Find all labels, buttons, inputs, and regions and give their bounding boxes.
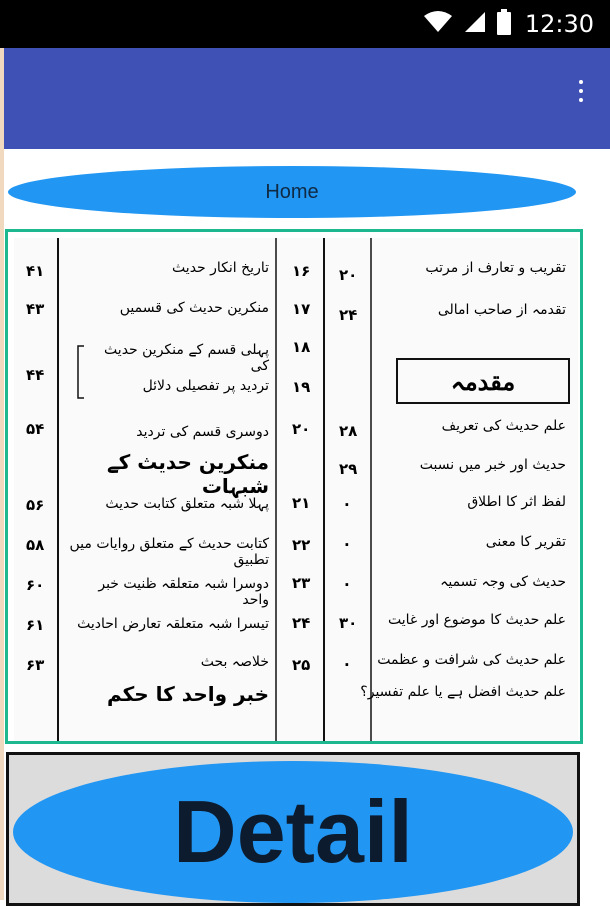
toc-mid-number: ۲۵ — [292, 656, 311, 674]
detail-button-frame — [6, 752, 580, 906]
toc-right-page: ۳۰ — [339, 614, 358, 632]
toc-left-page: ۴۴ — [26, 366, 45, 384]
more-vert-icon[interactable] — [578, 80, 584, 102]
toc-left-page: ۶۳ — [26, 656, 45, 674]
toc-right-page: ۲۹ — [339, 460, 358, 478]
toc-left-title: دوسرا شبہ متعلقہ ظنیت خبر واحد — [98, 576, 269, 608]
toc-left-title: کتابت حدیث کے متعلق روایات میں تطبیق — [69, 536, 269, 568]
toc-left-page: ۵۴ — [26, 420, 45, 438]
toc-right-title: علم حدیث کی شرافت و عظمت — [377, 652, 566, 668]
toc-section-heading: منکرین حدیث کے شبہات — [106, 450, 269, 498]
toc-mid-number: ۱۶ — [292, 262, 311, 280]
toc-bullet: · — [344, 496, 350, 514]
toc-left-page: ۶۰ — [26, 576, 45, 594]
toc-left-title: منکرین حدیث کی قسمیں — [119, 300, 269, 316]
toc-right-title: تقدمہ از صاحب امالی — [437, 302, 566, 318]
toc-left-page: ۴۳ — [26, 300, 45, 318]
toc-left-page: ۶۱ — [26, 616, 45, 634]
status-time: 12:30 — [524, 10, 594, 38]
toc-mid-number: ۱۷ — [292, 300, 311, 318]
toc-right-title: تقریر کا معنی — [485, 534, 566, 550]
book-index-image — [5, 229, 583, 744]
toc-mid-number: ۲۴ — [292, 614, 311, 632]
wifi-icon — [423, 10, 453, 38]
battery-icon — [497, 9, 511, 39]
detail-button[interactable]: Detail — [13, 761, 573, 903]
toc-left-page: ۵۸ — [26, 536, 45, 554]
toc-bullet: · — [344, 656, 350, 674]
toc-right-page: ۲۰ — [339, 266, 358, 284]
toc-left-page: ۵۶ — [26, 496, 45, 514]
toc-mid-number: ۲۱ — [292, 494, 311, 512]
toc-left-title: تیسرا شبہ متعلقہ تعارض احادیث — [77, 616, 269, 632]
toc-bullet: · — [344, 576, 350, 594]
toc-right-title: علم حدیث کا موضوع اور غایت — [388, 612, 566, 628]
toc-mid-number: ۱۹ — [292, 378, 311, 396]
scanned-page — [14, 238, 578, 741]
toc-mid-number: ۱۸ — [292, 338, 311, 356]
toc-left-title: خلاصہ بحث — [200, 654, 269, 670]
toc-right-title: تقریب و تعارف از مرتب — [425, 260, 566, 276]
toc-left-title: پہلی قسم کے منکرین حدیث کی — [104, 342, 269, 374]
toc-right-title: حدیث کی وجہ تسمیہ — [440, 574, 566, 590]
toc-left-title: پہلا شبہ متعلق کتابت حدیث — [105, 496, 269, 512]
cell-signal-icon — [463, 10, 487, 38]
toc-bullet: · — [344, 536, 350, 554]
toc-right-page: ۲۸ — [339, 422, 358, 440]
toc-heading: مقدمہ — [396, 358, 570, 404]
toc-left-page: ۴۱ — [26, 262, 45, 280]
toc-right-title: علم حدیث کی تعریف — [441, 418, 566, 434]
toc-section-heading: خبر واحد کا حکم — [106, 682, 269, 706]
toc-mid-number: ۲۳ — [292, 574, 311, 592]
app-bar — [4, 48, 610, 149]
toc-mid-number: ۲۰ — [292, 420, 311, 438]
toc-right-page: ۲۴ — [339, 306, 358, 324]
toc-right-title: علم حدیث افضل ہے یا علم تفسیر؟ — [360, 684, 566, 700]
home-button[interactable]: Home — [8, 166, 576, 218]
toc-right-title: لفظ اثر کا اطلاق — [467, 494, 566, 510]
status-bar — [0, 0, 610, 48]
toc-left-title: تردید پر تفصیلی دلائل — [142, 378, 269, 394]
toc-left-title: دوسری قسم کی تردید — [136, 424, 269, 440]
toc-right-title: حدیث اور خبر میں نسبت — [419, 457, 566, 473]
toc-mid-number: ۲۲ — [292, 536, 311, 554]
toc-left-title: تاریخ انکار حدیث — [172, 260, 269, 276]
